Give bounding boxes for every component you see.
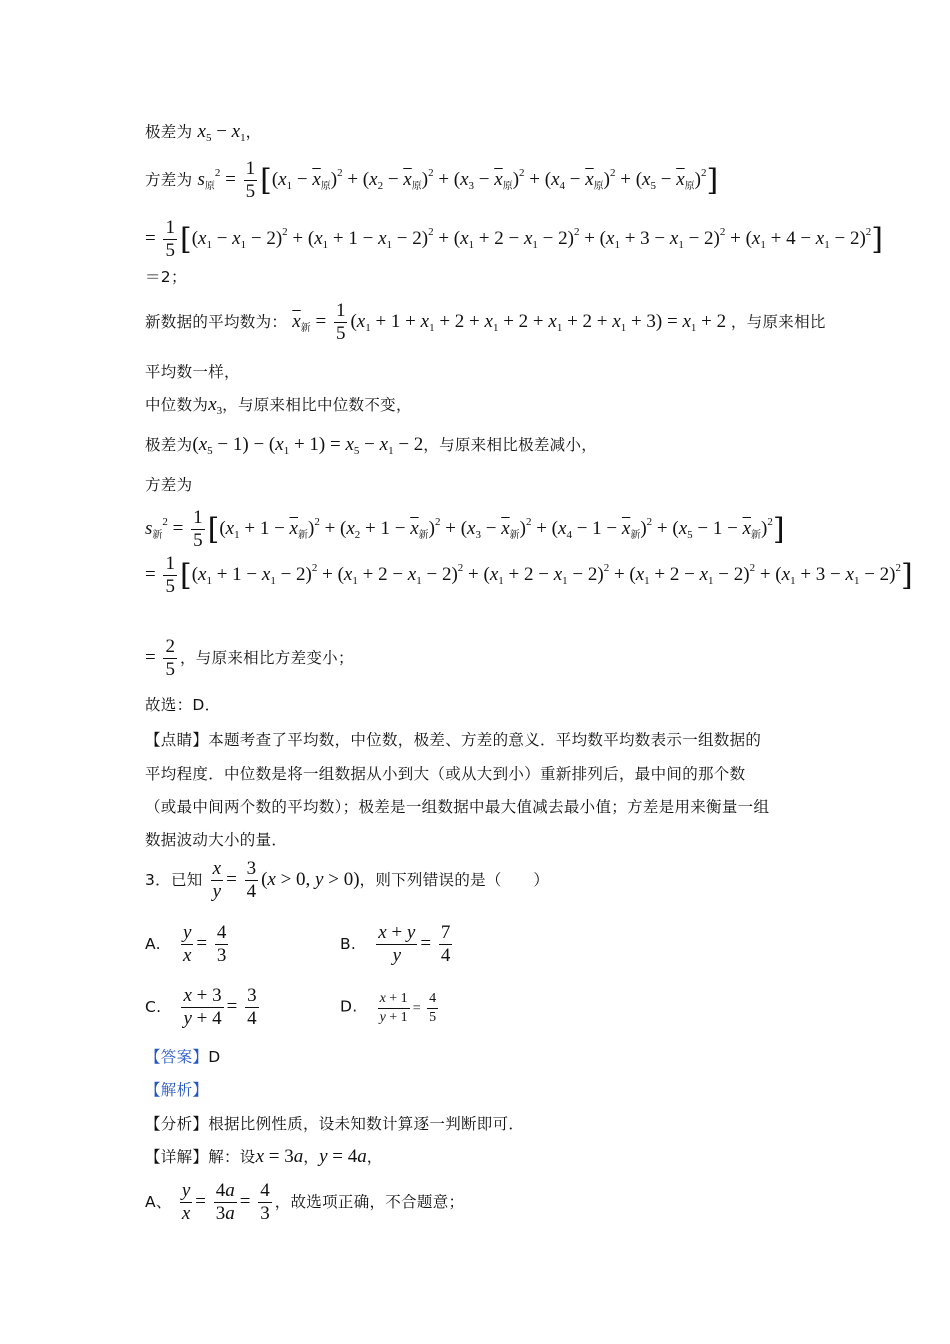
jiexi-label: 【解析】 [145, 1081, 209, 1099]
question-3-prefix: 3．已知 [145, 870, 203, 889]
option-d[interactable]: D. $\frac{x + 1}{y + 1}$ = $\frac{4}{5}$ [340, 991, 437, 1025]
jiexi-line [145, 1078, 208, 1100]
choice-line [145, 693, 220, 715]
variance-original-line [145, 158, 718, 203]
xiangjie-prefix: 【详解】解：设 [145, 1148, 256, 1166]
new-mean-label: 新数据的平均数为： [145, 312, 288, 331]
choice-text: 故选：D． [145, 696, 221, 714]
new-mean-line [145, 300, 826, 345]
variance-new-result-line [145, 636, 354, 681]
range-new-label: 极差为 [145, 436, 193, 454]
answer-line [145, 1045, 220, 1067]
mean-same-text: 平均数一样， [145, 363, 240, 381]
dianjing-line-2: 平均程度．中位数是将一组数据从小到大（或从大到小）重新排列后，最中间的那个数 [145, 765, 746, 783]
variance-new-label-line [145, 473, 192, 495]
variance-new-line [145, 507, 785, 552]
range-new-line [145, 433, 597, 457]
range-label: 极差为 [145, 123, 193, 141]
fenxi-line [145, 1112, 524, 1134]
variance-result: ＝2； [145, 268, 187, 286]
answer-value: D [208, 1048, 221, 1066]
option-a-analysis-line: A、 $\frac{y}{x}$ = $\frac{4a}{3a}$ = $\frac{4}{3}$ ，故选项正确，不合题意； [145, 1180, 465, 1224]
xiangjie-line: 【详解】解：设x = 3a，y = 4a， [145, 1146, 383, 1167]
variance-new-formula: $s_新^2$ = $\frac{1}{5}$ $[(x_1 + 1 - \overline{x}_新)^2 + (x_2 + 1 - \overline{x}_新)^2 + (x_3 - \overline{x}_新)^2 + (x_4 - 1 - \overline{x}_新)^2 + (x_5 - 1 - \overline{x}_新)^2]$ [145, 507, 785, 551]
range-new-expression: $(x_5 - 1) - (x_1 + 1) = x_5 - x_1 - 2$ [192, 434, 424, 457]
variance-label: 方差为 [145, 170, 193, 189]
variance-new-expanded-formula: = $\frac{1}{5}$ $[(x_1 + 1 - x_1 - 2)^2 + (x_1 + 2 - x_1 - 2)^2 + (x_1 + 2 - x_1 - 2)^2 + (x_1 + 2 - x_1 - 2)^2 + (x_1 + 3 - x_1 - 2)^2]$ [145, 553, 913, 597]
variance-expanded-line [145, 217, 883, 262]
option-c[interactable]: C. $\frac{x + 3}{y + 4}$ = $\frac{3}{4}$ [145, 985, 257, 1029]
option-a-analysis-tail: ，故选项正确，不合题意； [274, 1192, 465, 1211]
new-mean-formula: $\overline{x}_新$ = $\frac{1}{5}$ $(x_1 + 1 + x_1 + 2 + x_1 + 2 + x_1 + 2 + x_1 + 3) = x_1 + 2$ [292, 300, 731, 344]
variance-new-tail: ，与原来相比方差变小； [179, 648, 354, 667]
range-expression: $x_5 - x_1$ [197, 121, 246, 144]
option-a[interactable]: A. $\frac{y}{x}$ = $\frac{4}{3}$ [145, 922, 227, 966]
variance-result-line [145, 265, 187, 287]
dianjing-line-1: 【点睛】本题考查了平均数，中位数，极差、方差的意义．平均数平均数表示一组数据的 [145, 731, 762, 749]
range-new-tail: ，与原来相比极差减小， [423, 436, 598, 454]
range-original-line: 极差为 $x_5 - x_1$， [145, 121, 262, 144]
fenxi-text: 【分析】根据比例性质，设未知数计算逐一判断即可． [145, 1115, 525, 1133]
dianjing-line-3: （或最中间两个数的平均数）；极差是一组数据中最大值减去最小值；方差是用来衡量一组 [145, 798, 770, 816]
question-3-line [145, 858, 549, 903]
answer-label: 【答案】 [145, 1048, 209, 1066]
median-label: 中位数为 [145, 396, 209, 414]
variance-new-expanded-line [145, 553, 913, 598]
median-tail: ，与原来相比中位数不变， [222, 396, 412, 414]
dianjing-line-4: 数据波动大小的量． [145, 831, 288, 849]
variance-new-label: 方差为 [145, 476, 193, 494]
variance-original-formula: $s_原^2$ = $\frac{1}{5}$ $[(x_1 - \overline{x}_原)^2 + (x_2 - \overline{x}_原)^2 + (x_3 - \overline{x}_原)^2 + (x_4 - \overline{x}_原)^2 + (x_5 - \overline{x}_原)^2]$ [197, 158, 719, 202]
option-a-analysis-prefix: A、 [145, 1192, 172, 1211]
variance-expanded-formula: = $\frac{1}{5}$ $[(x_1 - x_1 - 2)^2 + (x_1 + 1 - x_1 - 2)^2 + (x_1 + 2 - x_1 - 2)^2 + (x_1 + 3 - x_1 - 2)^2 + (x_1 + 4 - x_1 - 2)^2]$ [145, 217, 883, 261]
median-line [145, 393, 412, 417]
median-expression: $x_3$ [208, 394, 223, 417]
mean-same-line [145, 360, 240, 382]
question-3-tail: ，则下列错误的是（ ） [359, 870, 550, 889]
option-b[interactable]: B. $\frac{x + y}{y}$ = $\frac{7}{4}$ [340, 922, 451, 966]
new-mean-tail: ，与原来相比 [730, 312, 826, 331]
question-3-condition: $\frac{x}{y}$ = $\frac{3}{4}$ (x > 0, y > 0) [212, 858, 360, 902]
variance-new-result: = $\frac{2}{5}$ [145, 636, 175, 680]
